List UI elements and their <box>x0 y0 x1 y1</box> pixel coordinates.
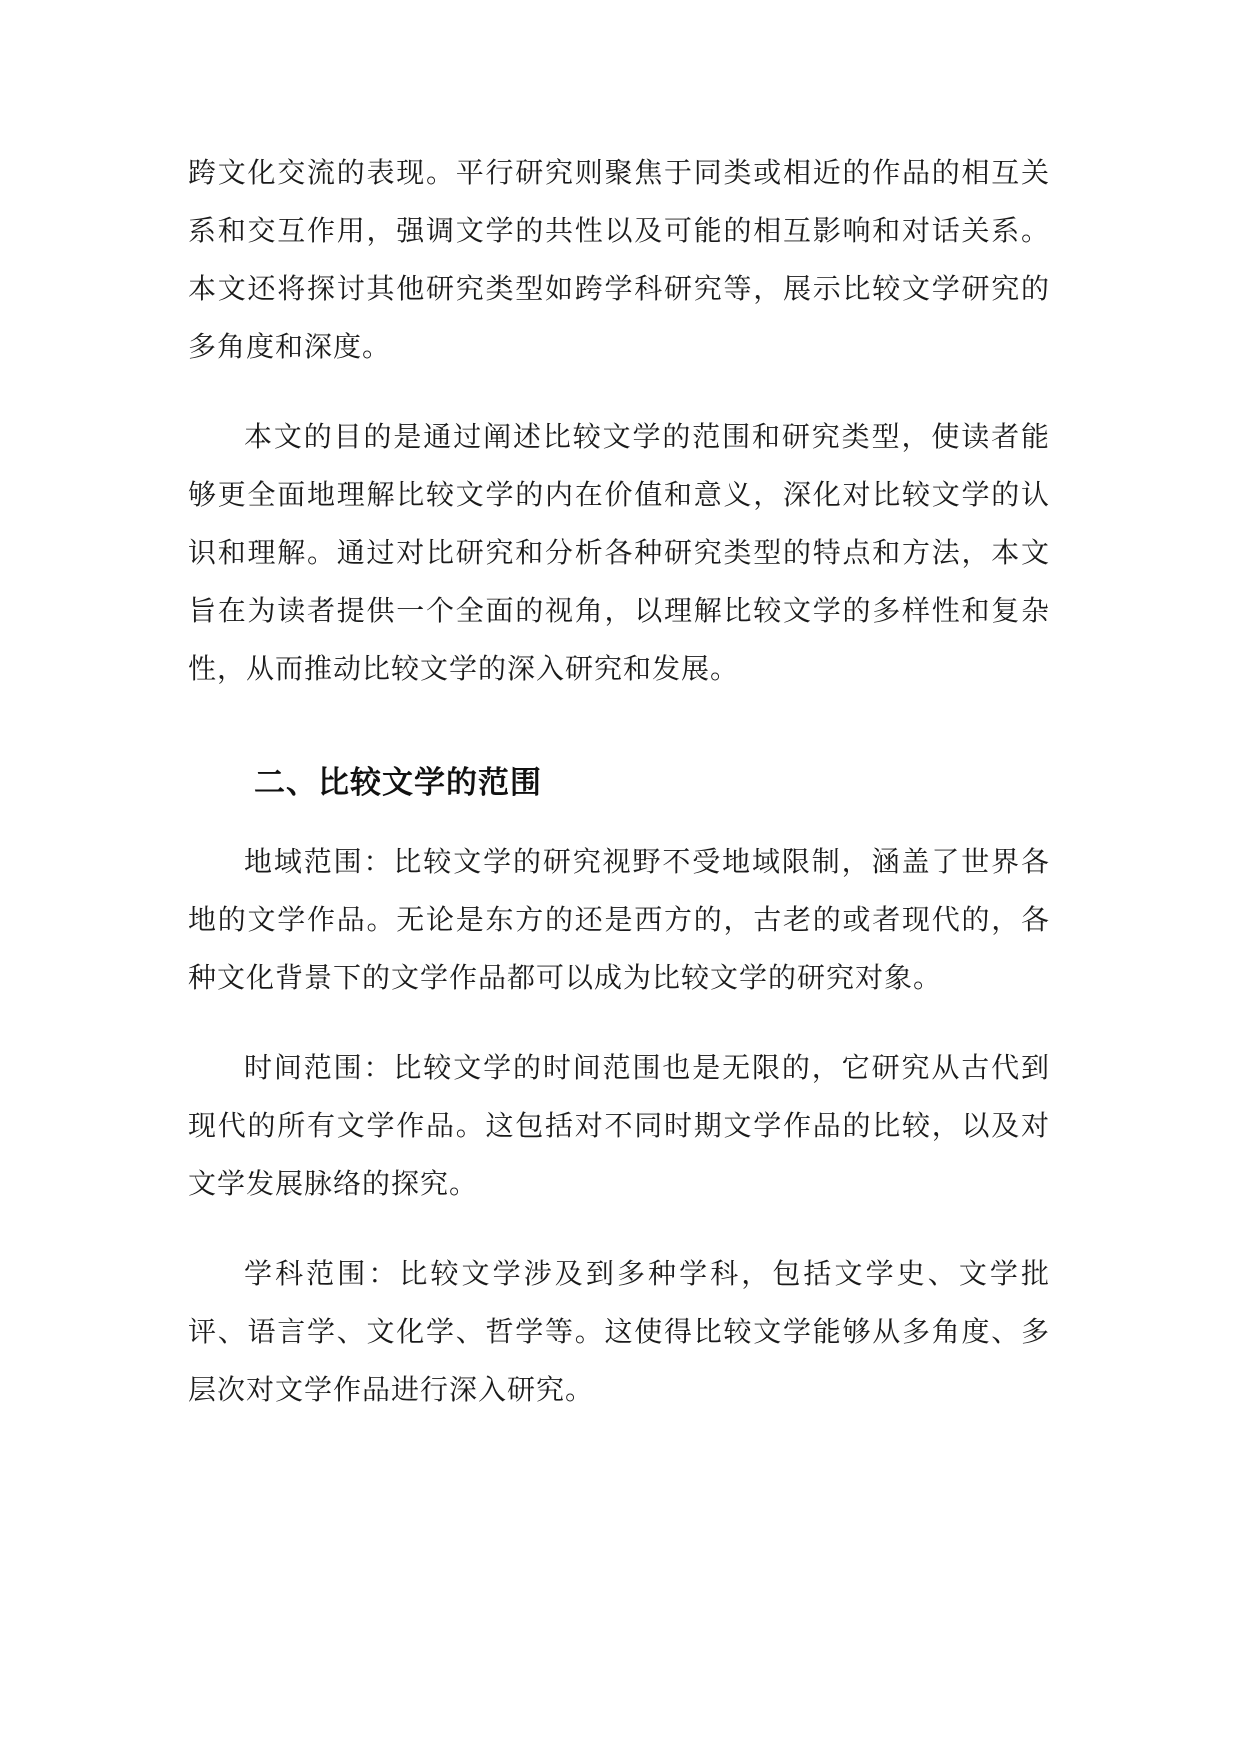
paragraph-geographic-scope: 地域范围：比较文学的研究视野不受地域限制，涵盖了世界各地的文学作品。无论是东方的还是西方的，古老的或者现代的，各种文化背景下的文学作品都可以成为比较文学的研究对象。 <box>188 845 1050 994</box>
section-heading: 二、比较文学的范围 <box>254 765 542 801</box>
paragraph-continued: 跨文化交流的表现。平行研究则聚焦于同类或相近的作品的相互关系和交互作用，强调文学的共性以及可能的相互影响和对话关系。本文还将探讨其他研究类型如跨学科研究等，展示比较文学研究的多角度和深度。 <box>188 156 1050 363</box>
document-body <box>188 144 1050 1419</box>
paragraph-disciplinary-scope: 学科范围：比较文学涉及到多种学科，包括文学史、文学批评、语言学、文化学、哲学等。这使得比较文学能够从多角度、多层次对文学作品进行深入研究。 <box>188 1257 1050 1406</box>
paragraph-purpose: 本文的目的是通过阐述比较文学的范围和研究类型，使读者能够更全面地理解比较文学的内在价值和意义，深化对比较文学的认识和理解。通过对比研究和分析各种研究类型的特点和方法，本文旨在为读者提供一个全面的视角，以理解比较文学的多样性和复杂性，从而推动比较文学的深入研究和发展。 <box>188 420 1050 685</box>
paragraph-temporal-scope: 时间范围：比较文学的时间范围也是无限的，它研究从古代到现代的所有文学作品。这包括对不同时期文学作品的比较，以及对文学发展脉络的探究。 <box>188 1051 1050 1200</box>
